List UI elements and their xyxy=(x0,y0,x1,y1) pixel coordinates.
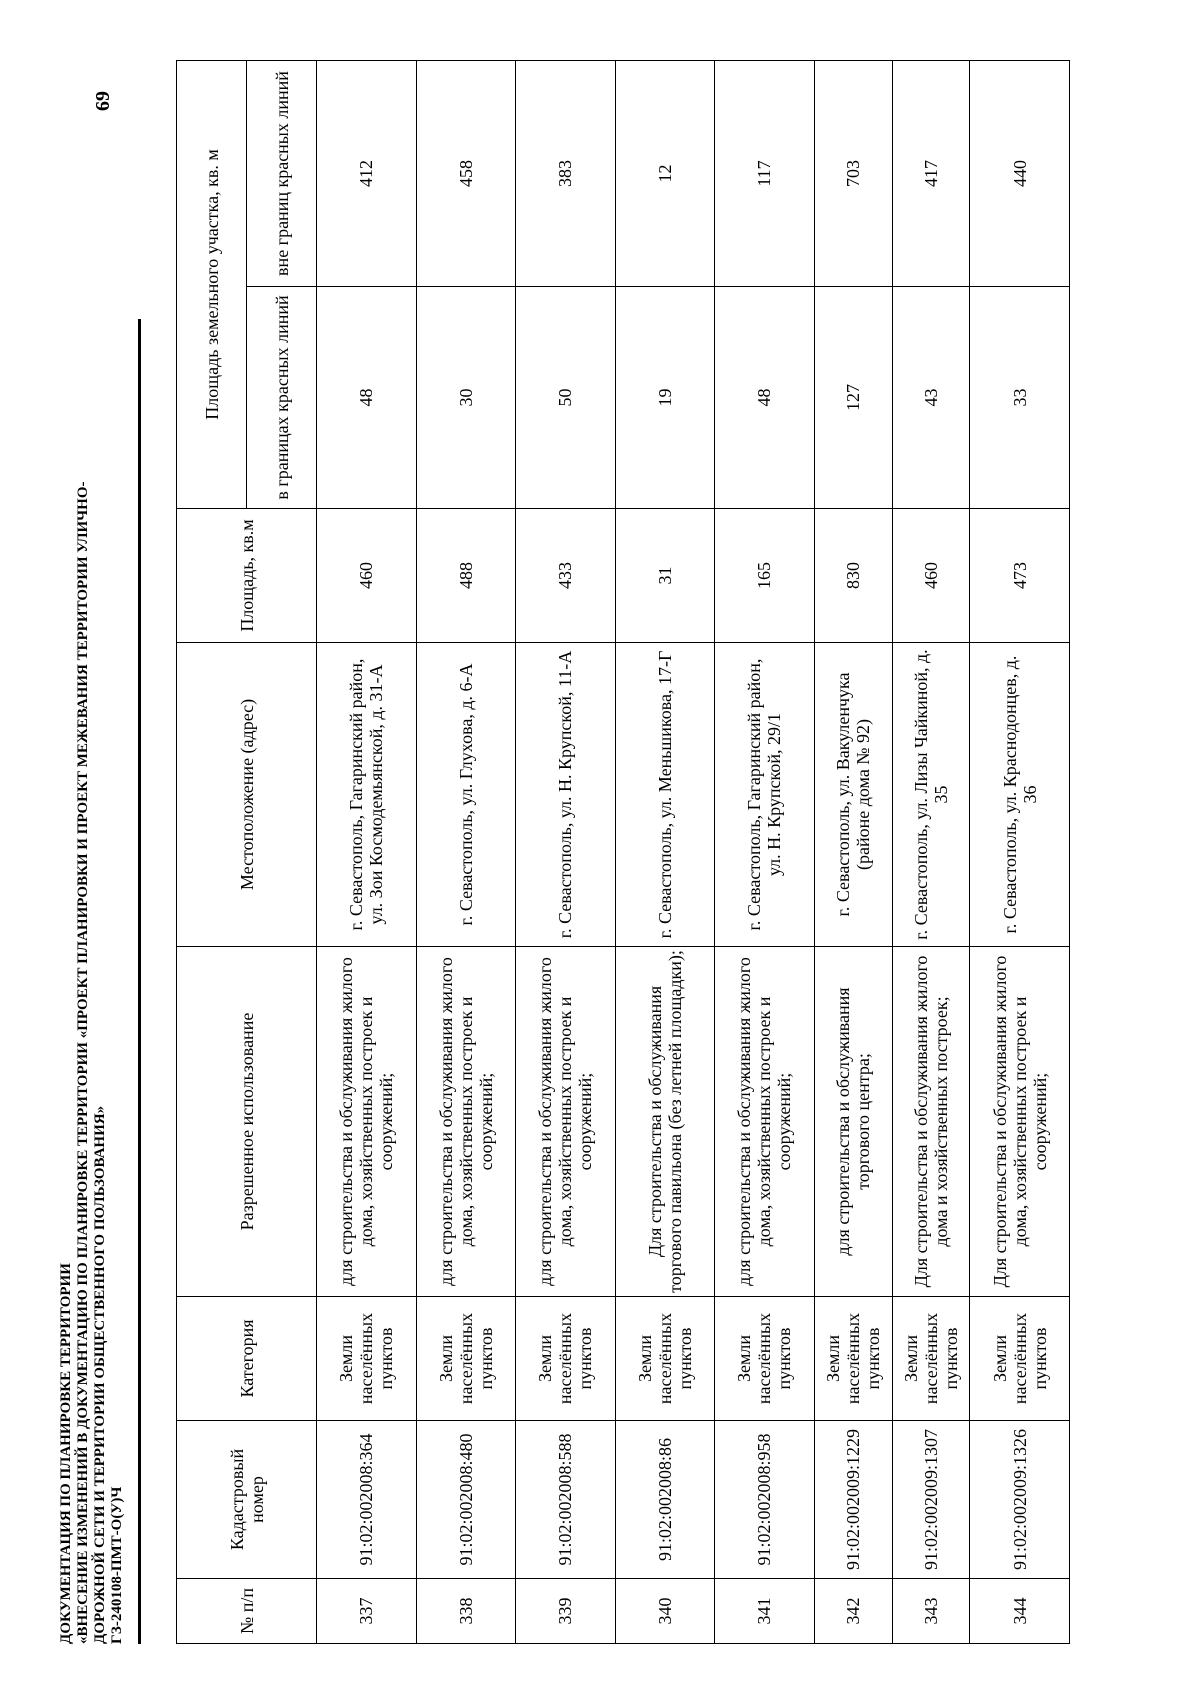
cell-cadastral: 91:02:002008:86 xyxy=(615,1421,715,1579)
cell-outside: 12 xyxy=(615,61,715,287)
header-line-2: «ВНЕСЕНИЕ ИЗМЕНЕНИЙ В ДОКУМЕНТАЦИЮ ПО ПЛАНИРОВКЕ ТЕРРИТОРИИ «ПРОЕКТ ПЛАНИРОВКИ И ПРОЕКТ МЕЖЕВАНИЯ ТЕРРИТОРИИ УЛИЧНО- xyxy=(75,481,91,1644)
cell-location: г. Севастополь, Гагаринский район, ул. Н. Крупской, 29/1 xyxy=(715,643,815,947)
cell-category: Земли населённых пунктов xyxy=(715,1297,815,1421)
cell-category: Земли населённых пунктов xyxy=(516,1297,616,1421)
cell-location: г. Севастополь, ул. Лизы Чайкиной, д. 35 xyxy=(892,643,970,947)
table-row xyxy=(970,61,1070,1644)
cell-usage: Для строительства и обслуживания жилого дома, хозяйственных построек и сооружений; xyxy=(970,947,1070,1297)
cell-num: 339 xyxy=(516,1579,616,1644)
cell-num: 344 xyxy=(970,1579,1070,1644)
cell-area: 830 xyxy=(814,509,892,643)
cell-location: г. Севастополь, ул. Глухова, д. 6-А xyxy=(416,643,516,947)
cell-category: Земли населённых пунктов xyxy=(615,1297,715,1421)
cell-area: 460 xyxy=(892,509,970,643)
header-rule xyxy=(138,319,141,1644)
cell-area: 433 xyxy=(516,509,616,643)
header-location: Местоположение (адрес) xyxy=(177,643,317,947)
cell-outside: 412 xyxy=(317,61,417,287)
cell-inside: 43 xyxy=(892,287,970,509)
cell-category: Земли населённых пунктов xyxy=(317,1297,417,1421)
header-plot-area: Площадь земельного участка, кв. м xyxy=(177,61,247,509)
cell-area: 165 xyxy=(715,509,815,643)
cell-usage: Для строительства и обслуживания жилого дома и хозяйственных построек; xyxy=(892,947,970,1297)
cell-inside: 50 xyxy=(516,287,616,509)
cell-cadastral: 91:02:002009:1229 xyxy=(814,1421,892,1579)
cell-num: 342 xyxy=(814,1579,892,1644)
header-area: Площадь, кв.м xyxy=(177,509,317,643)
cell-num: 341 xyxy=(715,1579,815,1644)
table-row xyxy=(516,61,616,1644)
header-inside-red-lines: в границах красных линий xyxy=(247,287,317,509)
cell-inside: 48 xyxy=(317,287,417,509)
land-plots-table xyxy=(176,60,1070,1644)
cell-num: 337 xyxy=(317,1579,417,1644)
cell-category: Земли населённых пунктов xyxy=(814,1297,892,1421)
cell-inside: 127 xyxy=(814,287,892,509)
cell-cadastral: 91:02:002008:958 xyxy=(715,1421,815,1579)
cell-usage: для строительства и обслуживания жилого дома, хозяйственных построек и сооружений; xyxy=(715,947,815,1297)
cell-area: 31 xyxy=(615,509,715,643)
table-row xyxy=(814,61,892,1644)
cell-outside: 117 xyxy=(715,61,815,287)
cell-outside: 440 xyxy=(970,61,1070,287)
table-row xyxy=(416,61,516,1644)
table-body xyxy=(317,61,1070,1644)
cell-num: 343 xyxy=(892,1579,970,1644)
header-line-3: ДОРОЖНОЙ СЕТИ И ТЕРРИТОРИИ ОБЩЕСТВЕННОГО ПОЛЬЗОВАНИЯ» xyxy=(92,1105,108,1644)
cell-num: 340 xyxy=(615,1579,715,1644)
cell-usage: для строительства и обслуживания жилого дома, хозяйственных построек и сооружений; xyxy=(317,947,417,1297)
cell-location: г. Севастополь, ул. Меньшикова, 17-Г xyxy=(615,643,715,947)
document-header xyxy=(58,344,126,1644)
cell-location: г. Севастополь, ул. Краснодонцев, д. 36 xyxy=(970,643,1070,947)
cell-num: 338 xyxy=(416,1579,516,1644)
cell-usage: для строительства и обслуживания жилого дома, хозяйственных построек и сооружений; xyxy=(516,947,616,1297)
header-line-4: ГЗ-240108-ПМТ-О(У)Ч xyxy=(109,1486,125,1644)
header-cadastral: Кадастровый номер xyxy=(177,1421,317,1579)
cell-outside: 458 xyxy=(416,61,516,287)
cell-category: Земли населённых пунктов xyxy=(416,1297,516,1421)
table-row xyxy=(715,61,815,1644)
table-row xyxy=(615,61,715,1644)
cell-outside: 703 xyxy=(814,61,892,287)
header-category: Категория xyxy=(177,1297,317,1421)
cell-area: 488 xyxy=(416,509,516,643)
table-row xyxy=(317,61,417,1644)
cell-inside: 19 xyxy=(615,287,715,509)
cell-inside: 30 xyxy=(416,287,516,509)
cell-category: Земли населённых пунктов xyxy=(970,1297,1070,1421)
cell-location: г. Севастополь, ул. Вакуленчука (районе дома № 92) xyxy=(814,643,892,947)
cell-cadastral: 91:02:002009:1307 xyxy=(892,1421,970,1579)
header-line-1: ДОКУМЕНТАЦИЯ ПО ПЛАНИРОВКЕ ТЕРРИТОРИИ xyxy=(58,1263,74,1644)
cell-usage: для строительства и обслуживания торгового центра; xyxy=(814,947,892,1297)
cell-area: 460 xyxy=(317,509,417,643)
cell-cadastral: 91:02:002009:1326 xyxy=(970,1421,1070,1579)
cell-category: Земли населённых пунктов xyxy=(892,1297,970,1421)
header-usage: Разрешенное использование xyxy=(177,947,317,1297)
cell-usage: Для строительства и обслуживания торгового павильона (без летней площадки); xyxy=(615,947,715,1297)
cell-outside: 417 xyxy=(892,61,970,287)
table-row xyxy=(892,61,970,1644)
cell-location: г. Севастополь, Гагаринский район, ул. Зои Космодемьянской, д. 31-А xyxy=(317,643,417,947)
cell-cadastral: 91:02:002008:480 xyxy=(416,1421,516,1579)
cell-location: г. Севастополь, ул. Н. Крупской, 11-А xyxy=(516,643,616,947)
cell-inside: 48 xyxy=(715,287,815,509)
cell-outside: 383 xyxy=(516,61,616,287)
header-num: № п/п xyxy=(177,1579,317,1644)
cell-inside: 33 xyxy=(970,287,1070,509)
cell-cadastral: 91:02:002008:364 xyxy=(317,1421,417,1579)
cell-cadastral: 91:02:002008:588 xyxy=(516,1421,616,1579)
header-outside-red-lines: вне границ красных линий xyxy=(247,61,317,287)
cell-usage: для строительства и обслуживания жилого дома, хозяйственных построек и сооружений; xyxy=(416,947,516,1297)
cell-area: 473 xyxy=(970,509,1070,643)
page-number: 69 xyxy=(92,91,114,111)
